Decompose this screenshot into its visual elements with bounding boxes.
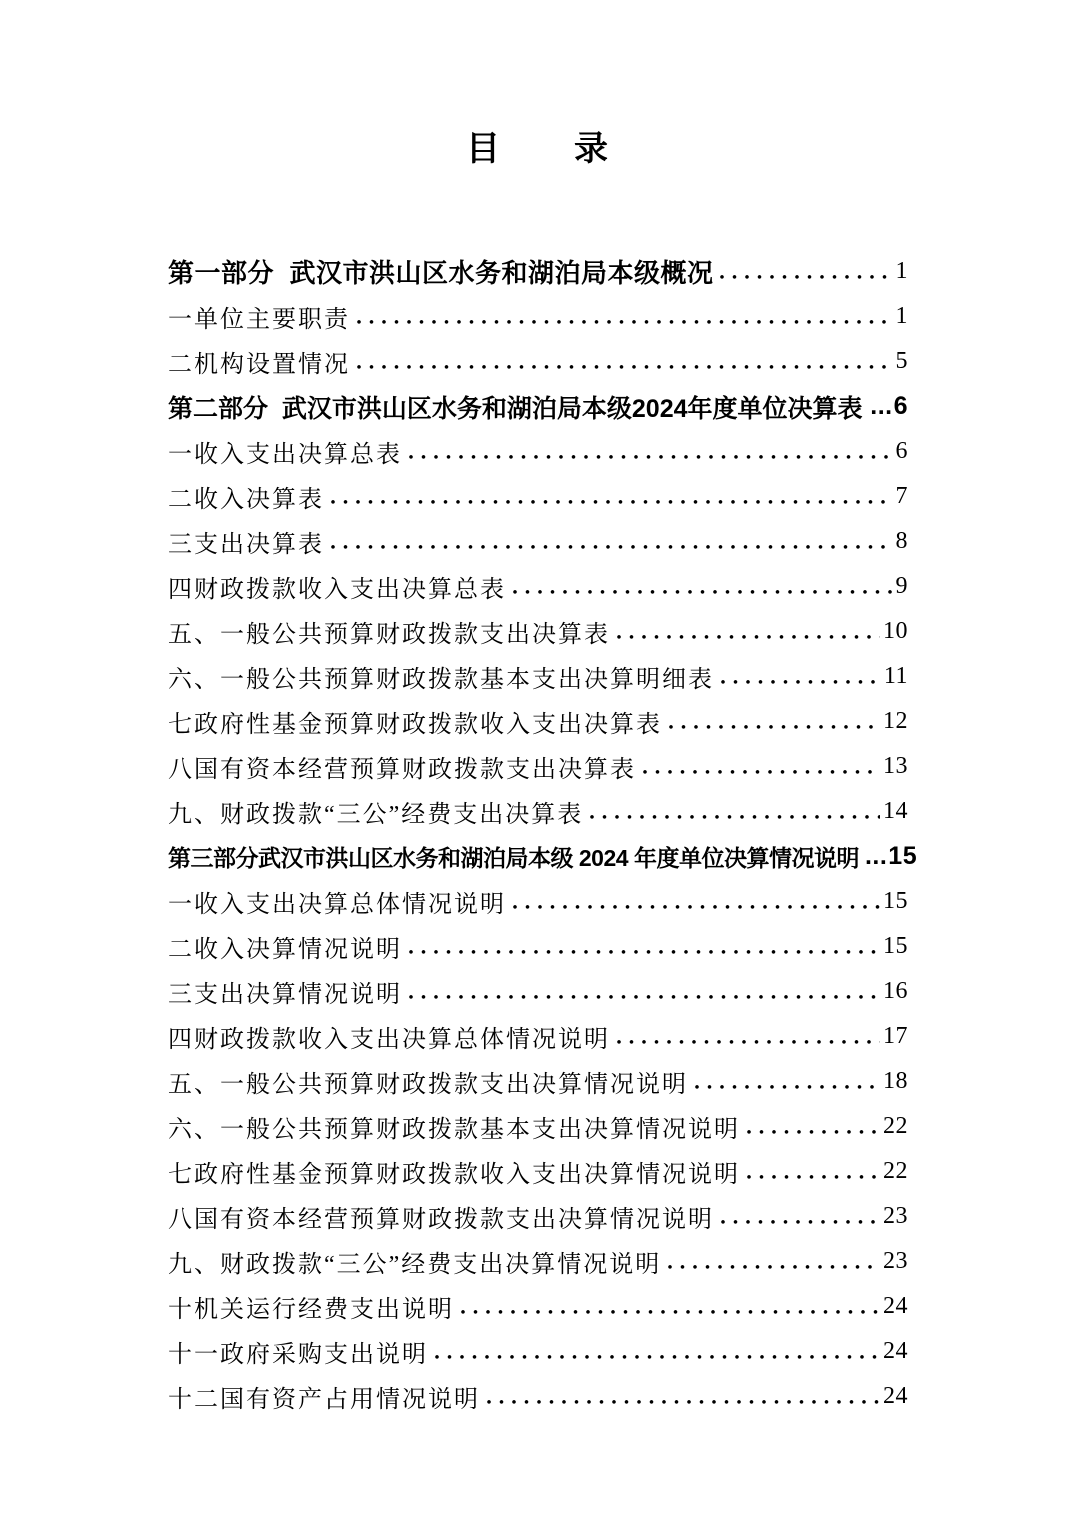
dot-leader	[457, 1284, 880, 1329]
page-number: 8	[895, 528, 908, 554]
toc-section-heading	[168, 384, 908, 429]
toc-entry	[168, 1374, 908, 1419]
toc-entry	[168, 429, 908, 474]
page-number: 18	[883, 1068, 908, 1094]
toc-entry-title: 九、财政拨款“三公”经费支出决算情况说明	[168, 1252, 662, 1278]
dot-leader	[664, 1239, 880, 1284]
toc-entry	[168, 924, 908, 969]
toc-entry-title: 三支出决算表	[168, 532, 324, 558]
toc-entry-title: 第一部分 武汉市洪山区水务和湖泊局本级概况	[168, 258, 714, 288]
toc-entry-title: 六、一般公共预算财政拨款基本支出决算明细表	[168, 667, 714, 693]
page-number: 24	[883, 1293, 908, 1319]
page-number: 14	[883, 798, 908, 824]
toc-entry-title: 第三部分武汉市洪山区水务和湖泊局本级 2024 年度单位决算情况说明	[168, 845, 859, 871]
dot-leader	[431, 1329, 880, 1374]
dot-leader	[405, 429, 893, 474]
page-number: 9	[895, 573, 908, 599]
dot-leader	[866, 384, 868, 429]
toc-entry-title: 七政府性基金预算财政拨款收入支出决算表	[168, 712, 662, 738]
toc-entry	[168, 1059, 908, 1104]
toc-entry-title: 五、一般公共预算财政拨款支出决算情况说明	[168, 1072, 688, 1098]
page-number: 11	[883, 663, 908, 689]
toc-entry-title: 八国有资本经营预算财政拨款支出决算情况说明	[168, 1207, 714, 1233]
ellipsis-leader: ...	[864, 842, 888, 870]
page-number: 23	[883, 1203, 908, 1229]
page-number: 13	[883, 753, 908, 779]
dot-leader	[639, 744, 880, 789]
toc-entry-title: 二机构设置情况	[168, 352, 350, 378]
dot-leader	[509, 879, 880, 924]
toc-entry	[168, 699, 908, 744]
dot-leader	[613, 609, 880, 654]
toc-entry	[168, 1329, 908, 1374]
toc-entry	[168, 654, 908, 699]
dot-leader	[743, 1104, 880, 1149]
toc-list	[168, 249, 918, 1419]
page-number: 7	[895, 483, 908, 509]
toc-entry	[168, 744, 908, 789]
dot-leader	[717, 1194, 880, 1239]
dot-leader	[327, 474, 893, 519]
toc-entry-title: 二收入决算情况说明	[168, 937, 402, 963]
toc-entry-title: 四财政拨款收入支出决算总体情况说明	[168, 1027, 610, 1053]
ellipsis-leader: ...	[870, 392, 893, 420]
toc-entry-title: 六、一般公共预算财政拨款基本支出决算情况说明	[168, 1117, 740, 1143]
dot-leader	[716, 249, 892, 294]
toc-entry-title: 二收入决算表	[168, 487, 324, 513]
page-number: 15	[883, 888, 908, 914]
dot-leader	[509, 564, 893, 609]
page-number: ... 15	[864, 842, 918, 870]
page-number: 22	[883, 1158, 908, 1184]
toc-entry-title: 七政府性基金预算财政拨款收入支出决算情况说明	[168, 1162, 740, 1188]
dot-leader	[327, 519, 893, 564]
toc-entry	[168, 1284, 908, 1329]
toc-entry	[168, 294, 908, 339]
toc-entry-title: 十机关运行经费支出说明	[168, 1297, 454, 1323]
toc-entry	[168, 474, 908, 519]
toc-entry-title: 九、财政拨款“三公”经费支出决算表	[168, 802, 584, 828]
page-number: 16	[883, 978, 908, 1004]
dot-leader	[665, 699, 880, 744]
toc-entry-title: 十一政府采购支出说明	[168, 1342, 428, 1368]
dot-leader	[743, 1149, 880, 1194]
page-number: 22	[883, 1113, 908, 1139]
toc-section-heading	[168, 834, 918, 879]
toc-entry	[168, 1104, 908, 1149]
toc-entry	[168, 564, 908, 609]
page-number: 1	[895, 303, 908, 329]
page-number: 5	[895, 348, 908, 374]
dot-leader	[717, 654, 881, 699]
toc-section-heading	[168, 249, 908, 294]
page-number: 10	[883, 618, 908, 644]
dot-leader	[691, 1059, 880, 1104]
page-number: 24	[883, 1383, 908, 1409]
dot-leader	[353, 339, 893, 384]
toc-entry	[168, 879, 908, 924]
dot-leader	[613, 1014, 880, 1059]
toc-entry	[168, 1194, 908, 1239]
dot-leader	[353, 294, 893, 339]
toc-entry	[168, 1149, 908, 1194]
page-number: ... 6	[870, 392, 908, 420]
toc-entry	[168, 609, 908, 654]
dot-leader	[483, 1374, 880, 1419]
toc-entry	[168, 1014, 908, 1059]
toc-entry-title: 四财政拨款收入支出决算总表	[168, 577, 506, 603]
page-number: 24	[883, 1338, 908, 1364]
page-number: 6	[895, 438, 908, 464]
toc-entry	[168, 789, 908, 834]
toc-entry	[168, 339, 908, 384]
toc-entry-title: 八国有资本经营预算财政拨款支出决算表	[168, 757, 636, 783]
toc-entry-title: 十二国有资产占用情况说明	[168, 1387, 480, 1413]
toc-entry-title: 第二部分 武汉市洪山区水务和湖泊局本级2024年度单位决算表	[168, 394, 863, 423]
page-number: 1	[895, 258, 908, 284]
toc-entry	[168, 1239, 908, 1284]
dot-leader	[405, 969, 880, 1014]
toc-entry	[168, 969, 908, 1014]
page-number: 12	[883, 708, 908, 734]
toc-entry-title: 一收入支出决算总表	[168, 442, 402, 468]
toc-entry	[168, 519, 908, 564]
toc-entry-title: 一收入支出决算总体情况说明	[168, 892, 506, 918]
page-number: 23	[883, 1248, 908, 1274]
toc-entry-title: 三支出决算情况说明	[168, 982, 402, 1008]
page-number: 17	[883, 1023, 908, 1049]
dot-leader	[405, 924, 880, 969]
toc-entry-title: 一单位主要职责	[168, 307, 350, 333]
toc-title: 目 录	[466, 131, 610, 168]
toc-entry-title: 五、一般公共预算财政拨款支出决算表	[168, 622, 610, 648]
page-number: 15	[883, 933, 908, 959]
dot-leader	[586, 789, 880, 834]
